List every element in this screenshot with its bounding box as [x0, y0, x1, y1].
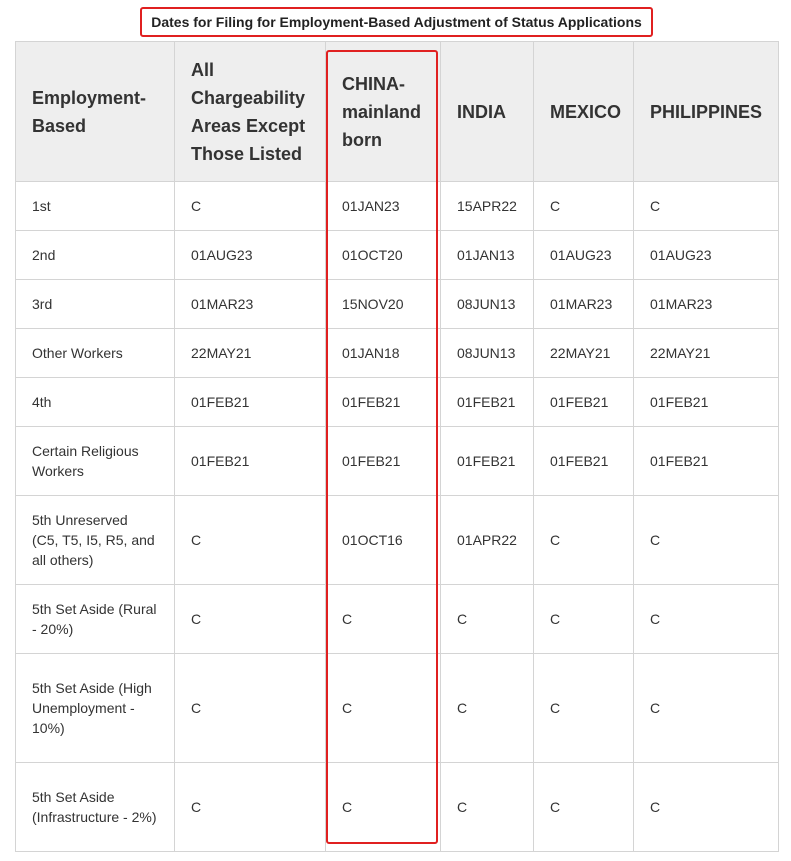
header-philippines: PHILIPPINES — [634, 42, 779, 182]
cell-all: C — [175, 496, 326, 585]
cell-mexico: C — [534, 654, 634, 763]
cell-all: 01AUG23 — [175, 231, 326, 280]
header-mexico: MEXICO — [534, 42, 634, 182]
cell-india: C — [441, 763, 534, 852]
table-title: Dates for Filing for Employment-Based Adjustment of Status Applications — [151, 14, 642, 30]
table-title-highlight — [140, 7, 653, 37]
table-row — [16, 654, 779, 763]
cell-category: 4th — [16, 378, 175, 427]
cell-china: 01JAN23 — [326, 182, 441, 231]
cell-mexico: C — [534, 496, 634, 585]
cell-india: 01APR22 — [441, 496, 534, 585]
cell-philippines: 01AUG23 — [634, 231, 779, 280]
cell-category: 5th Unreserved (C5, T5, I5, R5, and all others) — [16, 496, 175, 585]
table-row — [16, 329, 779, 378]
cell-india: 08JUN13 — [441, 280, 534, 329]
cell-mexico: 01AUG23 — [534, 231, 634, 280]
cell-mexico: 22MAY21 — [534, 329, 634, 378]
cell-category: Certain Religious Workers — [16, 427, 175, 496]
cell-mexico: 01FEB21 — [534, 427, 634, 496]
cell-category: Other Workers — [16, 329, 175, 378]
cell-mexico: 01MAR23 — [534, 280, 634, 329]
cell-india: 08JUN13 — [441, 329, 534, 378]
cell-category: 3rd — [16, 280, 175, 329]
table-row — [16, 182, 779, 231]
cell-china: 01FEB21 — [326, 378, 441, 427]
cell-mexico: C — [534, 182, 634, 231]
cell-category: 5th Set Aside (Infrastructure - 2%) — [16, 763, 175, 852]
cell-philippines: C — [634, 182, 779, 231]
cell-india: 01JAN13 — [441, 231, 534, 280]
cell-all: 01MAR23 — [175, 280, 326, 329]
cell-china: 01OCT16 — [326, 496, 441, 585]
cell-all: C — [175, 585, 326, 654]
table-row — [16, 378, 779, 427]
table-row — [16, 427, 779, 496]
cell-china: C — [326, 654, 441, 763]
cell-category: 5th Set Aside (High Unemployment - 10%) — [16, 654, 175, 763]
cell-china: C — [326, 585, 441, 654]
cell-mexico: C — [534, 585, 634, 654]
cell-china: 15NOV20 — [326, 280, 441, 329]
cell-india: C — [441, 585, 534, 654]
table-row — [16, 585, 779, 654]
table-row — [16, 231, 779, 280]
table-row — [16, 280, 779, 329]
cell-mexico: 01FEB21 — [534, 378, 634, 427]
cell-india: C — [441, 654, 534, 763]
header-india: INDIA — [441, 42, 534, 182]
header-china: CHINA-mainland born — [326, 42, 441, 182]
cell-china: 01JAN18 — [326, 329, 441, 378]
table-row — [16, 496, 779, 585]
cell-india: 15APR22 — [441, 182, 534, 231]
cell-china: 01OCT20 — [326, 231, 441, 280]
table-row — [16, 763, 779, 852]
header-row — [16, 42, 779, 182]
cell-philippines: 01FEB21 — [634, 378, 779, 427]
cell-philippines: C — [634, 763, 779, 852]
cell-china: C — [326, 763, 441, 852]
header-all-chargeability: All Chargeability Areas Except Those Listed — [175, 42, 326, 182]
cell-category: 5th Set Aside (Rural - 20%) — [16, 585, 175, 654]
cell-all: C — [175, 654, 326, 763]
cell-philippines: C — [634, 654, 779, 763]
cell-all: 01FEB21 — [175, 427, 326, 496]
cell-all: 01FEB21 — [175, 378, 326, 427]
cell-all: C — [175, 763, 326, 852]
cell-all: 22MAY21 — [175, 329, 326, 378]
cell-philippines: C — [634, 496, 779, 585]
cell-category: 2nd — [16, 231, 175, 280]
cell-all: C — [175, 182, 326, 231]
cell-category: 1st — [16, 182, 175, 231]
cell-india: 01FEB21 — [441, 427, 534, 496]
cell-mexico: C — [534, 763, 634, 852]
cell-philippines: 01FEB21 — [634, 427, 779, 496]
header-category: Employment-Based — [16, 42, 175, 182]
cell-philippines: C — [634, 585, 779, 654]
cell-china: 01FEB21 — [326, 427, 441, 496]
visa-bulletin-table — [15, 41, 779, 852]
cell-india: 01FEB21 — [441, 378, 534, 427]
cell-philippines: 22MAY21 — [634, 329, 779, 378]
cell-philippines: 01MAR23 — [634, 280, 779, 329]
